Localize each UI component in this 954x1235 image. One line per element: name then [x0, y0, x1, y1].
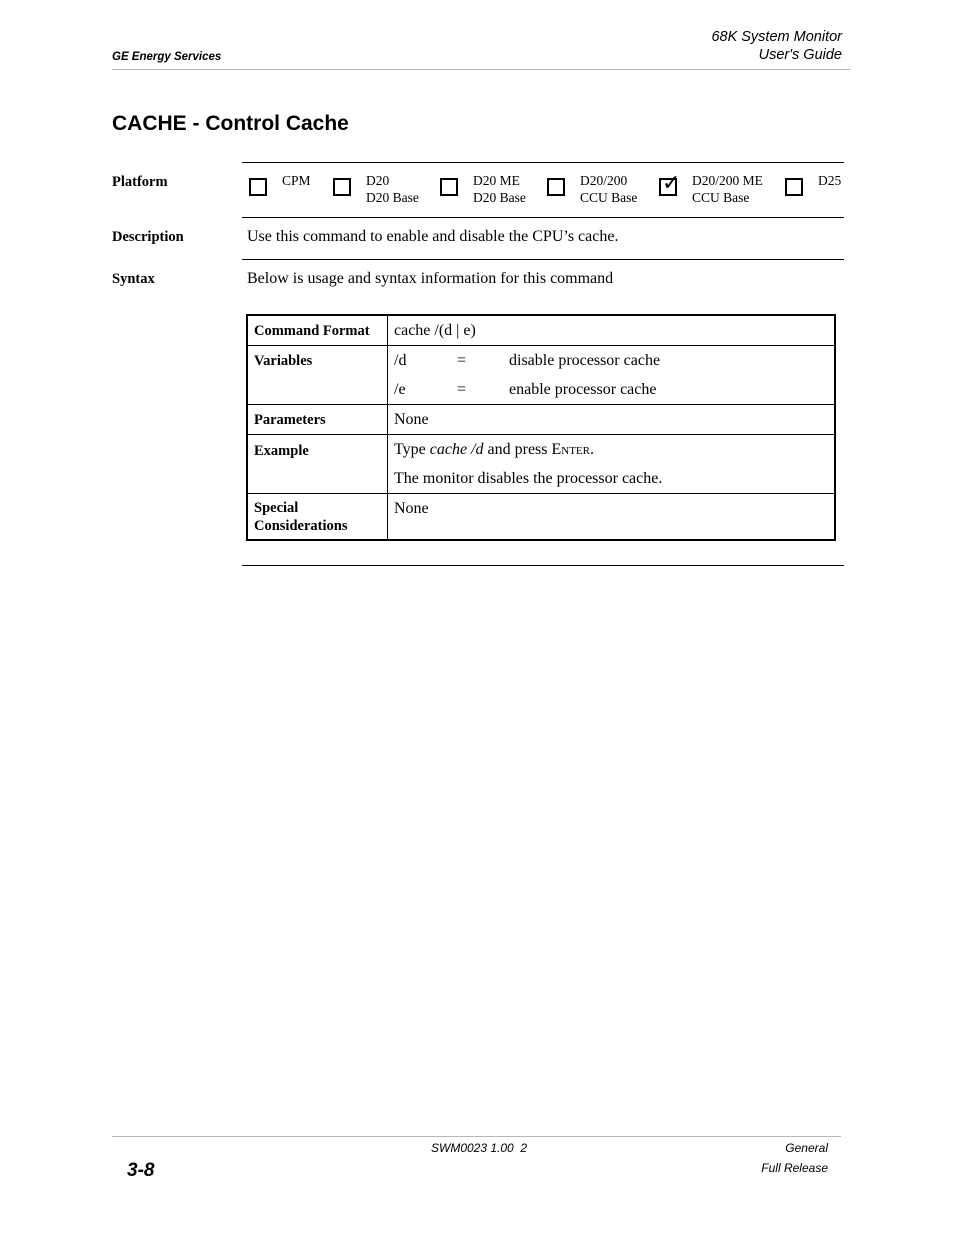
- command-format-label: Command Format: [247, 315, 388, 346]
- example-prefix: Type: [394, 441, 430, 458]
- description-bottom-rule: [242, 259, 844, 260]
- special-considerations-value: None: [388, 494, 836, 540]
- section-title: CACHE - Control Cache: [112, 112, 349, 135]
- platform-option-cpm: [249, 172, 311, 196]
- variable-equals: =: [456, 381, 467, 398]
- table-row: [247, 315, 835, 346]
- platform-option-line1: D25: [818, 173, 842, 188]
- platform-option-d20-me: [440, 172, 526, 206]
- variables-value: [388, 346, 836, 405]
- special-considerations-label: [247, 494, 388, 540]
- example-label: Example: [247, 435, 388, 494]
- platform-bottom-rule: [242, 217, 844, 218]
- checkbox-checked-icon: [659, 171, 681, 196]
- syntax-label: Syntax: [112, 271, 155, 287]
- description-label: Description: [112, 229, 184, 245]
- platform-option-line1: D20: [366, 173, 390, 188]
- page-number: 3-8: [127, 1160, 155, 1181]
- example-value: [388, 435, 836, 494]
- checkbox-icon: [785, 178, 803, 196]
- document-number: SWM0023 1.00 2: [431, 1141, 528, 1155]
- table-row: [247, 346, 835, 405]
- variable-description: disable processor cache: [509, 352, 661, 369]
- variable-equals: =: [456, 352, 467, 369]
- platform-option-d20-200: [547, 172, 637, 206]
- example-command: cache /d: [429, 441, 484, 458]
- platform-label: Platform: [112, 174, 168, 190]
- platform-option-line1: D20/200 ME: [692, 173, 763, 188]
- example-instruction: [394, 435, 828, 464]
- table-row: [247, 435, 835, 494]
- example-suffix: .: [590, 441, 594, 458]
- command-syntax-table: [246, 314, 836, 541]
- company-name: GE Energy Services: [112, 51, 222, 63]
- footer-divider: [112, 1136, 841, 1137]
- syntax-text: Below is usage and syntax information for this command: [247, 270, 614, 287]
- document-title-line1: 68K System Monitor: [711, 29, 842, 45]
- checkbox-icon: [547, 178, 565, 196]
- platform-option-line2: D20 Base: [473, 190, 526, 205]
- example-result: The monitor disables the processor cache.: [394, 470, 663, 487]
- platform-option-line1: CPM: [282, 173, 311, 188]
- platform-option-d25: [785, 172, 841, 196]
- platform-option-d20-200-me: [659, 172, 763, 206]
- platform-option-d20: [333, 172, 419, 206]
- document-title: [711, 28, 842, 64]
- footer-status-release: Full Release: [761, 1161, 828, 1175]
- variables-label: Variables: [247, 346, 388, 405]
- table-row: [247, 494, 835, 540]
- parameters-label: Parameters: [247, 405, 388, 435]
- header-divider: [112, 69, 851, 70]
- special-label-line1: Special: [254, 500, 299, 516]
- variable-description: enable processor cache: [509, 381, 657, 398]
- section-bottom-rule: [242, 565, 844, 566]
- platform-option-line1: D20 ME: [473, 173, 520, 188]
- checkbox-icon: [333, 178, 351, 196]
- example-middle: and press: [483, 441, 552, 458]
- variable-row: /e = enable processor cache: [394, 375, 828, 404]
- example-key: Enter: [551, 441, 590, 458]
- command-format-value: cache /(d | e): [388, 315, 836, 346]
- platform-option-line2: D20 Base: [366, 190, 419, 205]
- special-label-line2: Considerations: [254, 518, 348, 534]
- table-row: [247, 405, 835, 435]
- description-text: Use this command to enable and disable the CPU’s cache.: [247, 228, 619, 245]
- platform-option-line2: CCU Base: [692, 190, 750, 205]
- variable-row: /d = disable processor cache: [394, 346, 828, 375]
- platform-option-line2: CCU Base: [580, 190, 638, 205]
- checkmark-icon: ✓: [662, 171, 681, 196]
- checkbox-icon: [249, 178, 267, 196]
- checkbox-icon: [440, 178, 458, 196]
- parameters-value: None: [388, 405, 836, 435]
- platform-option-line1: D20/200: [580, 173, 628, 188]
- document-title-line2: User's Guide: [758, 47, 842, 63]
- footer-status-general: General: [785, 1141, 828, 1155]
- platform-top-rule: [242, 162, 844, 163]
